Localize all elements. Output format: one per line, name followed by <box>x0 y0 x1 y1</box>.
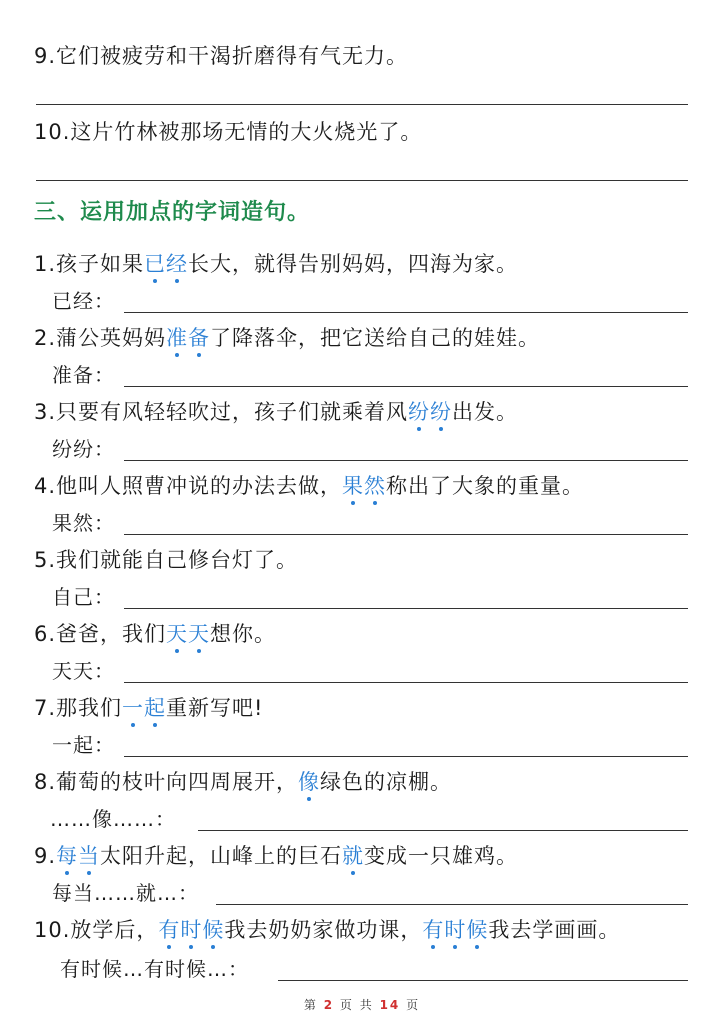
sentence-9-prev: 9.它们被疲劳和干渴折磨得有气无力。 <box>34 44 409 68</box>
sentence-text: 变成一只雄鸡。 <box>364 844 519 868</box>
highlighted-word: 有时候 <box>158 918 225 942</box>
highlighted-word: 纷纷 <box>408 400 453 424</box>
sentence-text: 称出了大象的重量。 <box>386 474 585 498</box>
highlighted-word: 一起 <box>122 696 167 720</box>
sentence-text: 2.蒲公英妈妈 <box>34 326 167 350</box>
sentence-text: 10.放学后， <box>34 918 159 942</box>
footer-prefix: 第 <box>303 998 318 1012</box>
answer-label: 一起： <box>52 733 115 757</box>
answer-line[interactable] <box>278 980 688 981</box>
highlighted-word: 果然 <box>342 474 387 498</box>
sentence-text: 我去学画画。 <box>488 918 621 942</box>
total-page-number: 14 <box>379 998 401 1012</box>
sentence-text: 6.爸爸，我们 <box>34 622 167 646</box>
sentence-text: 7.那我们 <box>34 696 123 720</box>
answer-line[interactable] <box>124 682 688 683</box>
sentence-text: 4.他叫人照曹冲说的办法去做， <box>34 474 343 498</box>
sentence-4 <box>34 472 584 500</box>
answer-label: 准备： <box>52 363 115 387</box>
answer-line[interactable] <box>36 104 688 105</box>
sentence-10-prev: 10.这片竹林被那场无情的大火烧光了。 <box>34 120 423 144</box>
sentence-9 <box>34 842 518 870</box>
answer-label: 自己： <box>52 585 115 609</box>
sentence-text: 想你。 <box>210 622 277 646</box>
highlighted-word: 就 <box>342 844 365 868</box>
highlighted-word: 每当 <box>56 844 101 868</box>
sentence-text: 出发。 <box>452 400 519 424</box>
answer-line[interactable] <box>124 460 688 461</box>
sentence-text: 绿色的凉棚。 <box>320 770 453 794</box>
sentence-text: 太阳升起，山峰上的巨石 <box>100 844 343 868</box>
sentence-1 <box>34 250 518 278</box>
sentence-10 <box>34 916 620 944</box>
answer-line[interactable] <box>124 386 688 387</box>
current-page-number: 2 <box>323 998 335 1012</box>
answer-line[interactable] <box>124 534 688 535</box>
section-title: 三、运用加点的字词造句。 <box>34 200 311 225</box>
sentence-text: 8.葡萄的枝叶向四周展开， <box>34 770 299 794</box>
sentence-text: 1.孩子如果 <box>34 252 145 276</box>
highlighted-word: 有时候 <box>422 918 489 942</box>
answer-label: 有时候…有时候…： <box>60 957 249 981</box>
sentence-2 <box>34 324 540 352</box>
sentence-8 <box>34 768 452 796</box>
sentence-text: 了降落伞，把它送给自己的娃娃。 <box>210 326 541 350</box>
sentence-text: 我去奶奶家做功课， <box>224 918 423 942</box>
highlighted-word: 像 <box>298 770 321 794</box>
answer-line[interactable] <box>124 312 688 313</box>
sentence-text: 3.只要有风轻轻吹过，孩子们就乘着风 <box>34 400 409 424</box>
answer-line[interactable] <box>36 180 688 181</box>
answer-label: 天天： <box>52 659 115 683</box>
answer-label: 果然： <box>52 511 115 535</box>
sentence-6 <box>34 620 276 648</box>
sentence-text: 长大，就得告别妈妈，四海为家。 <box>188 252 519 276</box>
answer-label: 纷纷： <box>52 437 115 461</box>
highlighted-word: 已经 <box>144 252 189 276</box>
sentence-text: 9. <box>34 844 57 868</box>
footer-middle: 页 共 <box>339 998 374 1012</box>
sentence-text: 重新写吧! <box>166 696 264 720</box>
sentence-7 <box>34 694 263 722</box>
answer-label: ……像……： <box>50 807 176 831</box>
sentence-5 <box>34 546 298 574</box>
answer-line[interactable] <box>216 904 688 905</box>
answer-line[interactable] <box>198 830 688 831</box>
highlighted-word: 准备 <box>166 326 211 350</box>
answer-line[interactable] <box>124 608 688 609</box>
answer-label: 每当……就…： <box>52 881 199 905</box>
sentence-3 <box>34 398 518 426</box>
sentence-text: 5.我们就能自己修台灯了。 <box>34 548 299 572</box>
answer-line[interactable] <box>124 756 688 757</box>
answer-label: 已经： <box>52 289 115 313</box>
page-footer <box>0 996 724 1013</box>
highlighted-word: 天天 <box>166 622 211 646</box>
footer-suffix: 页 <box>406 998 421 1012</box>
